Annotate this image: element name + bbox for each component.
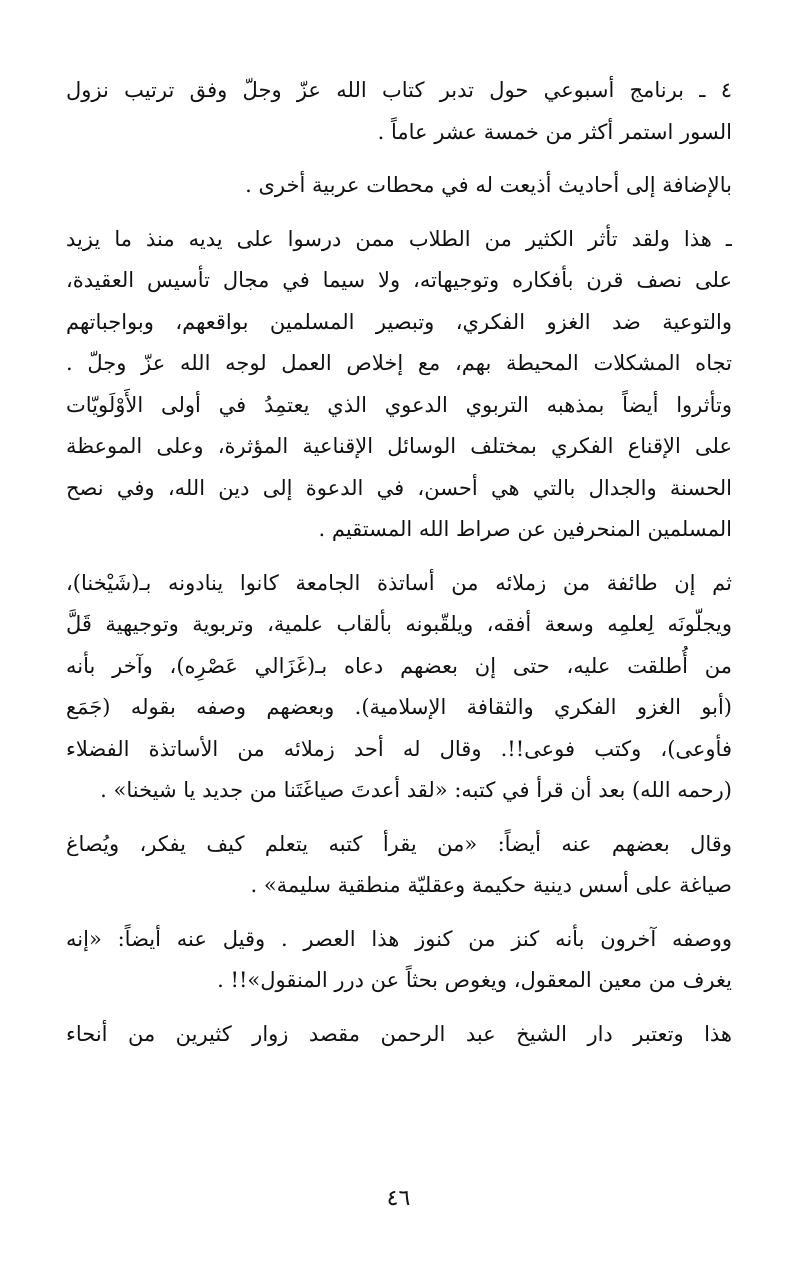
text-line: يغرف من معين المعقول، ويغوص بحثاً عن درر المنقول»!! . [217,968,732,992]
text-line: (أبو الغزو الفكري والثقافة الإسلامية). وبعضهم وصفه بقوله (جَمَع [66,695,732,719]
paragraph-gap [66,207,732,219]
text-line: على الإقناع الفكري بمختلف الوسائل الإقناعية المؤثرة، وعلى الموعظة [66,434,732,458]
paragraph-quote-treasure [66,919,732,1002]
text-line: تجاه المشكلات المحيطة بهم، مع إخلاص العمل لوجه الله عزّ وجلّ . [66,351,732,375]
paragraph-gap [66,907,732,919]
text-line: ثم إن طائفة من زملائه من أساتذة الجامعة كانوا ينادونه بـ(شَيْخنا)، [66,570,732,595]
text-line: صياغة على أسس دينية حكيمة وعقليّة منطقية سليمة» . [250,873,732,897]
paragraph-gap [66,551,732,563]
text-line: ٤ ـ برنامج أسبوعي حول تدبر كتاب الله عزّ وجلّ وفق ترتيب نزول [66,78,732,102]
paragraph-gap [66,153,732,165]
paragraph-quote-thinking [66,824,732,907]
text-line: على نصف قرن بأفكاره وتوجيهاته، ولا سيما في مجال تأسيس العقيدة، [66,268,732,292]
text-line: ووصفه آخرون بأنه كنز من كنوز هذا العصر . وقيل عنه أيضاً: «إنه [66,926,732,951]
paragraph-gap [66,812,732,824]
text-line: الحسنة والجدال بالتي هي أحسن، في الدعوة إلى دين الله، وفي نصح [66,475,732,500]
text-line: من أُطلقت عليه، حتى إن بعضهم دعاه بـ(غَزَالي عَصْرِه)، وآخر بأنه [66,653,732,678]
text-line: بالإضافة إلى أحاديث أذيعت له في محطات عربية أخرى . [245,173,732,197]
paragraph-visitors [66,1014,732,1056]
text-line: فأوعى)، وكتب فوعى!!. وقال له أحد زملائه من الأساتذة الفضلاء [66,736,732,761]
paragraph-influence [66,219,732,551]
body-text [66,70,732,1055]
text-line: ويجلّونَه لِعلمِه وسعة أفقه، ويلقّبونه بألقاب علمية، وتربوية وتوجيهية قَلَّ [66,612,732,636]
paragraph-gap [66,1002,732,1014]
paragraph-colleagues [66,563,732,812]
text-line: وتأثروا أيضاً بمذهبه التربوي الدعوي الذي يعتمِدُ في أولى الأَوْلَويّات [66,392,732,417]
text-line: وقال بعضهم عنه أيضاً: «من يقرأ كتبه يتعلم كيف يفكر، ويُصاغ [66,831,732,856]
text-line: والتوعية ضد الغزو الفكري، وتبصير المسلمين بواقعهم، وبواجباتهم [66,309,732,334]
text-line: (رحمه الله) بعد أن قرأ في كتبه: «لقد أعدتَ صياغَتَنا من جديد يا شيخنا» . [100,778,732,802]
text-line: هذا وتعتبر دار الشيخ عبد الرحمن مقصد زوار كثيرين من أنحاء [66,1021,732,1046]
paragraph-broadcasts [66,165,732,207]
paragraph-program [66,70,732,153]
text-line: السور استمر أكثر من خمسة عشر عاماً . [377,119,732,144]
page-number: ٤٦ [386,1186,411,1211]
text-line: ـ هذا ولقد تأثر الكثير من الطلاب ممن درسوا على يديه منذ ما يزيد [66,226,732,251]
text-line: المسلمين المنحرفين عن صراط الله المستقيم . [318,517,732,541]
